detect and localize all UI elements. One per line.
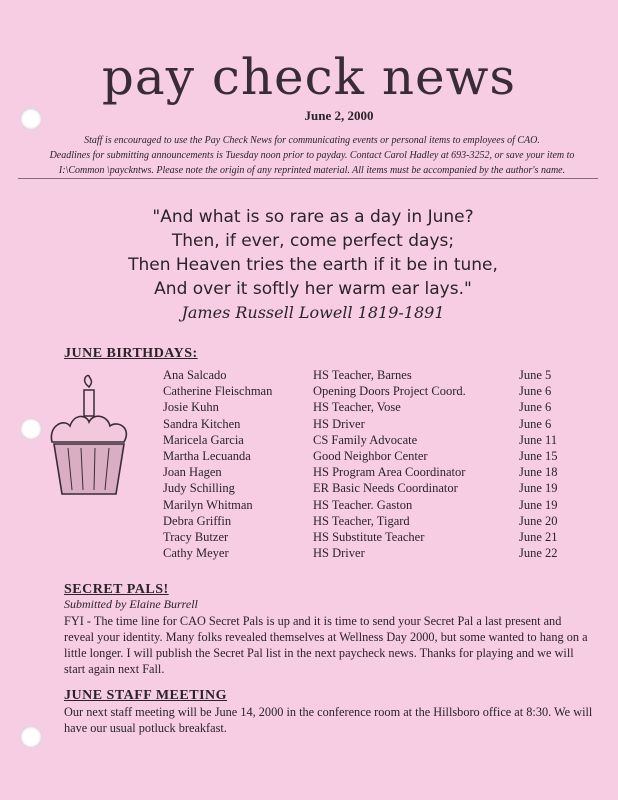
birthday-date: June 6 <box>519 416 552 431</box>
birthday-row <box>163 513 563 529</box>
secret-pals-byline: Submitted by Elaine Burrell <box>64 597 198 611</box>
notice-line: Deadlines for submitting announcements is Tuesday noon prior to payday. Contact Carol Hadley at 693-3252, or save your item to <box>49 150 575 161</box>
birthday-role: HS Substitute Teacher <box>313 530 425 545</box>
birthdays-table <box>163 367 563 561</box>
notice-line: I:\Common \payckntws. Please note the origin of any reprinted material. All items must be accompanied by the author's name. <box>58 165 566 176</box>
birthday-date: June 11 <box>519 432 558 447</box>
birthday-row <box>163 399 563 415</box>
birthday-date: June 15 <box>519 449 558 464</box>
birthday-role: Good Neighbor Center <box>313 449 428 464</box>
birthday-date: June 22 <box>519 546 558 561</box>
birthday-row <box>163 432 563 448</box>
quote-line: And over it softly her warm ear lays." <box>154 279 472 299</box>
birthday-date: June 21 <box>519 530 558 545</box>
birthday-row <box>163 367 563 383</box>
birthday-row <box>163 545 563 561</box>
birthday-role: ER Basic Needs Coordinator <box>313 481 458 496</box>
birthday-row <box>163 448 563 464</box>
birthday-date: June 18 <box>519 465 558 480</box>
secret-pals-body: FYI - The time line for CAO Secret Pals is up and it is time to send your Secret Pal a last present and reveal your identity. Many folks revealed themselves at Wellness Day 2000, but some wanted to hang on a little longer. I will publish the Secret Pal list in the next paycheck news. Thanks for playing and we will start again next Fall. <box>64 614 588 676</box>
birthday-date: June 20 <box>519 513 558 528</box>
birthday-role: CS Family Advocate <box>313 432 418 447</box>
birthday-name: Catherine Fleischman <box>163 384 273 399</box>
birthday-name: Tracy Butzer <box>163 530 229 545</box>
birthday-role: HS Driver <box>313 416 365 431</box>
quote-line: Then, if ever, come perfect days; <box>171 231 455 251</box>
birthday-role: HS Driver <box>313 546 365 561</box>
submission-notice <box>22 133 602 178</box>
header-divider <box>18 178 598 179</box>
birthday-role: HS Teacher, Tigard <box>313 513 410 528</box>
binder-hole-middle <box>20 418 42 440</box>
birthday-row <box>163 383 563 399</box>
birthday-name: Joan Hagen <box>163 465 222 480</box>
newsletter-title: pay check news <box>101 48 517 106</box>
birthday-role: HS Program Area Coordinator <box>313 465 466 480</box>
birthday-name: Martha Lecuanda <box>163 449 251 464</box>
birthday-date: June 6 <box>519 400 552 415</box>
birthday-role: HS Teacher. Gaston <box>313 497 413 512</box>
secret-pals-heading: SECRET PALS! <box>64 582 169 597</box>
birthday-name: Maricela Garcia <box>163 432 244 447</box>
birthday-cake-icon <box>48 374 130 500</box>
birthday-name: Marilyn Whitman <box>163 497 253 512</box>
birthday-name: Josie Kuhn <box>163 400 219 415</box>
quote-author: James Russell Lowell 1819-1891 <box>181 303 445 322</box>
birthday-role: Opening Doors Project Coord. <box>313 384 466 399</box>
birthday-date: June 19 <box>519 481 558 496</box>
issue-date: June 2, 2000 <box>304 108 374 123</box>
quote-line: Then Heaven tries the earth if it be in tune, <box>128 255 498 275</box>
birthday-role: HS Teacher, Barnes <box>313 368 412 382</box>
birthday-row <box>163 497 563 513</box>
birthday-date: June 6 <box>519 384 552 399</box>
birthdays-heading: JUNE BIRTHDAYS: <box>64 346 198 361</box>
birthday-name: Cathy Meyer <box>163 546 229 561</box>
june-quote <box>108 205 518 325</box>
birthday-role: HS Teacher, Vose <box>313 400 401 415</box>
birthday-name: Ana Salcado <box>163 368 227 382</box>
quote-line: "And what is so rare as a day in June? <box>152 207 474 227</box>
birthday-row <box>163 529 563 545</box>
birthday-name: Sandra Kitchen <box>163 416 241 431</box>
birthday-row <box>163 416 563 432</box>
birthday-name: Debra Griffin <box>163 513 232 528</box>
birthday-row <box>163 480 563 496</box>
binder-hole-bottom <box>20 726 42 748</box>
staff-meeting-body: Our next staff meeting will be June 14, 2000 in the conference room at the Hillsboro office at 8:30. We will have our usual potluck breakfast. <box>64 705 593 735</box>
notice-line: Staff is encouraged to use the Pay Check News for communicating events or personal items to employees of CAO. <box>84 135 540 146</box>
birthday-date: June 19 <box>519 497 558 512</box>
birthday-row <box>163 464 563 480</box>
staff-meeting-heading: JUNE STAFF MEETING <box>64 688 228 703</box>
birthday-date: June 5 <box>519 368 552 382</box>
birthday-name: Judy Schilling <box>163 481 235 496</box>
